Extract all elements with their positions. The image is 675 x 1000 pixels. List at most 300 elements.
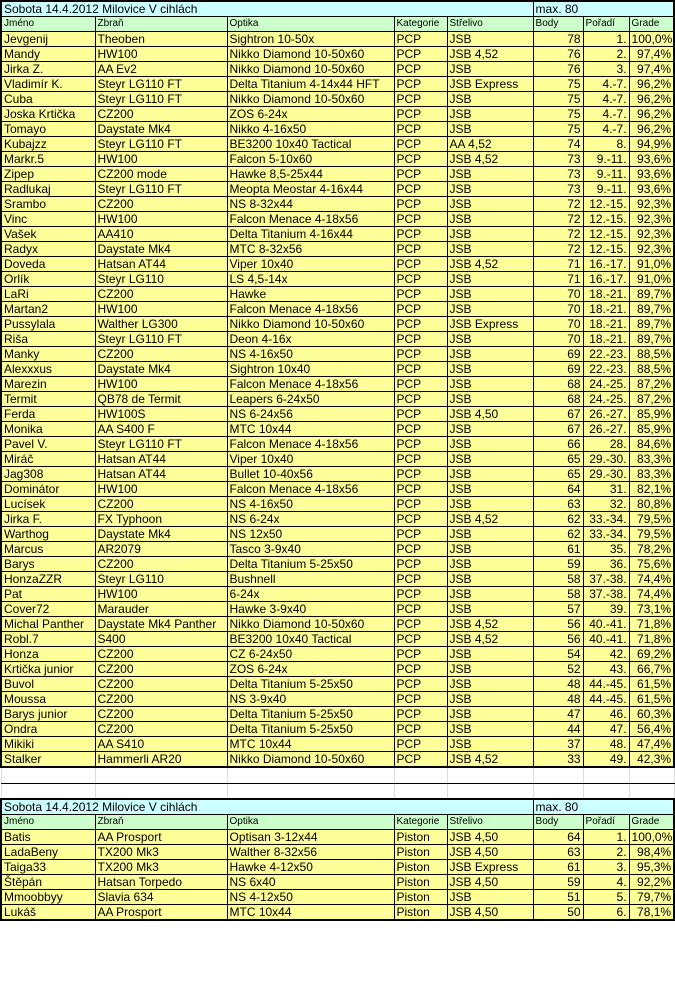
table-row <box>1 362 674 377</box>
table-cell: Piston <box>394 905 447 921</box>
table-cell: PCP <box>394 692 447 707</box>
spacer-cell <box>1 783 95 799</box>
table-cell: PCP <box>394 257 447 272</box>
table-cell: 75 <box>533 77 583 92</box>
spacer-cell <box>227 783 394 799</box>
table-cell: 37.-38. <box>583 587 629 602</box>
table-cell: PCP <box>394 182 447 197</box>
table-cell: PCP <box>394 167 447 182</box>
table-cell: 3. <box>583 860 629 875</box>
table-cell: PCP <box>394 152 447 167</box>
table-cell: Delta Titanium 5-25x50 <box>227 722 394 737</box>
table-cell: 22.-23. <box>583 347 629 362</box>
table-cell: Viper 10x40 <box>227 257 394 272</box>
table-cell: JSB Express <box>447 77 533 92</box>
table-row <box>1 905 674 921</box>
table-cell: CZ 6-24x50 <box>227 647 394 662</box>
table-row <box>1 647 674 662</box>
table-cell: Hatsan Torpedo <box>95 875 227 890</box>
table-cell: Hatsan AT44 <box>95 452 227 467</box>
table-cell: 66 <box>533 437 583 452</box>
table-cell: 56 <box>533 617 583 632</box>
table-cell: HW100 <box>95 482 227 497</box>
table-cell: 76 <box>533 62 583 77</box>
table-cell: PCP <box>394 737 447 752</box>
table-cell: JSB <box>447 347 533 362</box>
table-cell: 28. <box>583 437 629 452</box>
table-cell: 100,0% <box>629 32 674 47</box>
table-cell: 9.-11. <box>583 152 629 167</box>
table-cell: 83,3% <box>629 467 674 482</box>
table-cell: Termit <box>1 392 95 407</box>
table-cell: JSB <box>447 422 533 437</box>
table-cell: 12.-15. <box>583 242 629 257</box>
table-cell: PCP <box>394 242 447 257</box>
table-cell: CZ200 <box>95 647 227 662</box>
table-cell: Hawke 3-9x40 <box>227 602 394 617</box>
table-cell: BE3200 10x40 Tactical <box>227 632 394 647</box>
table-cell: Daystate Mk4 <box>95 362 227 377</box>
section-title: Sobota 14.4.2012 Milovice V cihlách <box>1 799 533 815</box>
table-row <box>1 47 674 62</box>
table-row <box>1 467 674 482</box>
table-cell: JSB <box>447 197 533 212</box>
table-cell: Daystate Mk4 <box>95 527 227 542</box>
table-cell: Pat <box>1 587 95 602</box>
table-cell: JSB 4,52 <box>447 632 533 647</box>
table-cell: JSB <box>447 527 533 542</box>
table-cell: Zipep <box>1 167 95 182</box>
table-cell: NS 6x40 <box>227 875 394 890</box>
table-row <box>1 122 674 137</box>
table-cell: JSB <box>447 557 533 572</box>
table-cell: 43. <box>583 662 629 677</box>
table-cell: Joska Krtička <box>1 107 95 122</box>
table-row <box>1 512 674 527</box>
table-cell: NS 4-12x50 <box>227 890 394 905</box>
table-cell: PCP <box>394 497 447 512</box>
table-cell: 96,2% <box>629 122 674 137</box>
table-cell: Riša <box>1 332 95 347</box>
table-cell: JSB <box>447 182 533 197</box>
table-cell: JSB 4,52 <box>447 257 533 272</box>
table-cell: Radyx <box>1 242 95 257</box>
spacer-cell <box>227 767 394 783</box>
table-cell: NS 12x50 <box>227 527 394 542</box>
table-cell: Slavia 634 <box>95 890 227 905</box>
table-cell: CZ200 <box>95 287 227 302</box>
table-cell: CZ200 <box>95 107 227 122</box>
table-cell: 6-24x <box>227 587 394 602</box>
table-cell: Jag308 <box>1 467 95 482</box>
table-cell: NS 4-16x50 <box>227 497 394 512</box>
table-cell: Falcon 5-10x60 <box>227 152 394 167</box>
table-cell: Jevgenij <box>1 32 95 47</box>
table-cell: 71 <box>533 272 583 287</box>
table-cell: 97,4% <box>629 62 674 77</box>
table-cell: Martan2 <box>1 302 95 317</box>
table-cell: 18.-21. <box>583 287 629 302</box>
table-cell: 97,4% <box>629 47 674 62</box>
table-cell: Daystate Mk4 <box>95 242 227 257</box>
table-cell: 73,1% <box>629 602 674 617</box>
table-cell: 59 <box>533 557 583 572</box>
table-cell: Falcon Menace 4-18x56 <box>227 302 394 317</box>
table-cell: JSB <box>447 272 533 287</box>
column-header: Pořadí <box>583 17 629 32</box>
table-cell: 65 <box>533 452 583 467</box>
table-cell: 73 <box>533 152 583 167</box>
column-header: Střelivo <box>447 815 533 830</box>
column-header: Střelivo <box>447 17 533 32</box>
table-cell: 62 <box>533 512 583 527</box>
table-cell: PCP <box>394 107 447 122</box>
table-cell: PCP <box>394 722 447 737</box>
table-cell: Michal Panther <box>1 617 95 632</box>
table-cell: 89,7% <box>629 287 674 302</box>
table-cell: 83,3% <box>629 452 674 467</box>
table-cell: Marezin <box>1 377 95 392</box>
table-cell: AA 4,52 <box>447 137 533 152</box>
table-row <box>1 332 674 347</box>
table-cell: Pussylala <box>1 317 95 332</box>
table-cell: Meopta Meostar 4-16x44 <box>227 182 394 197</box>
table-cell: PCP <box>394 527 447 542</box>
table-cell: AA410 <box>95 227 227 242</box>
table-cell: HW100S <box>95 407 227 422</box>
table-cell: LadaBeny <box>1 845 95 860</box>
table-cell: JSB <box>447 62 533 77</box>
table-cell: 44 <box>533 722 583 737</box>
table-cell: Steyr LG110 FT <box>95 437 227 452</box>
table-cell: Monika <box>1 422 95 437</box>
table-cell: 58 <box>533 572 583 587</box>
table-cell: PCP <box>394 422 447 437</box>
spacer-cell <box>629 767 674 783</box>
table-cell: 18.-21. <box>583 302 629 317</box>
table-cell: Mandy <box>1 47 95 62</box>
column-header: Pořadí <box>583 815 629 830</box>
table-cell: PCP <box>394 347 447 362</box>
section-title-row <box>1 1 674 17</box>
table-cell: 91,0% <box>629 257 674 272</box>
table-cell: Nikko Diamond 10-50x60 <box>227 317 394 332</box>
table-cell: JSB <box>447 122 533 137</box>
table-cell: 70 <box>533 302 583 317</box>
table-cell: Vašek <box>1 227 95 242</box>
table-cell: PCP <box>394 407 447 422</box>
table-cell: 75 <box>533 122 583 137</box>
table-cell: 79,5% <box>629 512 674 527</box>
table-cell: 69,2% <box>629 647 674 662</box>
table-cell: 73 <box>533 167 583 182</box>
table-row <box>1 407 674 422</box>
table-cell: PCP <box>394 647 447 662</box>
column-header: Body <box>533 815 583 830</box>
table-cell: 29.-30. <box>583 452 629 467</box>
table-cell: PCP <box>394 602 447 617</box>
table-cell: 96,2% <box>629 77 674 92</box>
table-cell: JSB <box>447 332 533 347</box>
table-cell: Optisan 3-12x44 <box>227 830 394 845</box>
table-cell: JSB <box>447 647 533 662</box>
table-cell: Mikiki <box>1 737 95 752</box>
table-row <box>1 542 674 557</box>
table-cell: PCP <box>394 752 447 768</box>
table-cell: PCP <box>394 362 447 377</box>
table-row <box>1 707 674 722</box>
table-cell: Buvol <box>1 677 95 692</box>
table-cell: JSB <box>447 497 533 512</box>
table-cell: LaRi <box>1 287 95 302</box>
table-cell: JSB <box>447 602 533 617</box>
table-row <box>1 617 674 632</box>
table-cell: PCP <box>394 707 447 722</box>
table-cell: 91,0% <box>629 272 674 287</box>
table-cell: 71 <box>533 257 583 272</box>
table-cell: 12.-15. <box>583 212 629 227</box>
table-cell: 69 <box>533 362 583 377</box>
column-header: Jméno <box>1 815 95 830</box>
table-cell: CZ200 <box>95 722 227 737</box>
table-cell: 92,3% <box>629 212 674 227</box>
table-cell: 47. <box>583 722 629 737</box>
table-cell: Steyr LG110 FT <box>95 77 227 92</box>
table-cell: 100,0% <box>629 830 674 845</box>
table-cell: FX Typhoon <box>95 512 227 527</box>
table-row <box>1 677 674 692</box>
table-cell: 9.-11. <box>583 167 629 182</box>
table-cell: 26.-27. <box>583 407 629 422</box>
table-cell: 16.-17. <box>583 272 629 287</box>
table-cell: Delta Titanium 5-25x50 <box>227 557 394 572</box>
column-header: Body <box>533 17 583 32</box>
table-cell: 85,9% <box>629 407 674 422</box>
table-cell: JSB <box>447 707 533 722</box>
table-cell: 4.-7. <box>583 92 629 107</box>
table-row <box>1 77 674 92</box>
table-cell: PCP <box>394 32 447 47</box>
table-cell: JSB <box>447 362 533 377</box>
column-header: Zbraň <box>95 17 227 32</box>
table-cell: JSB 4,50 <box>447 875 533 890</box>
table-cell: 88,5% <box>629 362 674 377</box>
table-cell: PCP <box>394 317 447 332</box>
table-cell: PCP <box>394 47 447 62</box>
table-cell: S400 <box>95 632 227 647</box>
table-cell: Markr.5 <box>1 152 95 167</box>
table-cell: 71,8% <box>629 632 674 647</box>
table-cell: CZ200 <box>95 677 227 692</box>
table-row <box>1 557 674 572</box>
table-cell: JSB <box>447 212 533 227</box>
table-cell: HW100 <box>95 587 227 602</box>
table-row <box>1 830 674 845</box>
table-cell: CZ200 <box>95 662 227 677</box>
table-cell: HW100 <box>95 47 227 62</box>
table-row <box>1 632 674 647</box>
table-cell: Falcon Menace 4-18x56 <box>227 482 394 497</box>
spacer-cell <box>394 783 447 799</box>
table-cell: 42. <box>583 647 629 662</box>
table-cell: 33 <box>533 752 583 768</box>
table-cell: 84,6% <box>629 437 674 452</box>
table-row <box>1 662 674 677</box>
table-cell: Nikko Diamond 10-50x60 <box>227 752 394 768</box>
table-cell: Bushnell <box>227 572 394 587</box>
table-cell: 68 <box>533 377 583 392</box>
table-cell: 70 <box>533 332 583 347</box>
table-cell: Barys junior <box>1 707 95 722</box>
section-title: Sobota 14.4.2012 Milovice V cihlách <box>1 1 533 17</box>
table-cell: 78,1% <box>629 905 674 921</box>
table-cell: Lucísek <box>1 497 95 512</box>
table-cell: PCP <box>394 542 447 557</box>
table-cell: JSB 4,52 <box>447 152 533 167</box>
table-cell: Orlík <box>1 272 95 287</box>
table-row <box>1 182 674 197</box>
table-cell: 87,2% <box>629 392 674 407</box>
table-cell: JSB <box>447 107 533 122</box>
table-cell: LS 4,5-14x <box>227 272 394 287</box>
table-cell: 40.-41. <box>583 632 629 647</box>
table-cell: Daystate Mk4 <box>95 122 227 137</box>
table-cell: 60,3% <box>629 707 674 722</box>
table-cell: Warthog <box>1 527 95 542</box>
table-cell: Nikko Diamond 10-50x60 <box>227 92 394 107</box>
table-cell: 37 <box>533 737 583 752</box>
column-header: Zbraň <box>95 815 227 830</box>
table-cell: JSB 4,50 <box>447 407 533 422</box>
table-cell: 72 <box>533 227 583 242</box>
table-cell: PCP <box>394 272 447 287</box>
table-cell: 58 <box>533 587 583 602</box>
table-cell: Hammerli AR20 <box>95 752 227 768</box>
table-cell: PCP <box>394 77 447 92</box>
table-row <box>1 587 674 602</box>
table-cell: 61 <box>533 860 583 875</box>
table-cell: 4. <box>583 875 629 890</box>
table-cell: Stalker <box>1 752 95 768</box>
table-cell: JSB <box>447 32 533 47</box>
table-cell: 8. <box>583 137 629 152</box>
table-cell: PCP <box>394 632 447 647</box>
table-cell: CZ200 <box>95 692 227 707</box>
table-cell: 72 <box>533 242 583 257</box>
table-cell: 96,2% <box>629 92 674 107</box>
table-cell: PCP <box>394 392 447 407</box>
table-cell: 59 <box>533 875 583 890</box>
table-cell: JSB <box>447 92 533 107</box>
table-cell: 95,3% <box>629 860 674 875</box>
table-cell: JSB <box>447 227 533 242</box>
table-cell: 26.-27. <box>583 422 629 437</box>
column-header: Kategorie <box>394 17 447 32</box>
table-cell: 82,1% <box>629 482 674 497</box>
table-cell: Ondra <box>1 722 95 737</box>
table-cell: PCP <box>394 227 447 242</box>
table-cell: Nikko Diamond 10-50x60 <box>227 617 394 632</box>
table-cell: Pavel V. <box>1 437 95 452</box>
table-row <box>1 737 674 752</box>
table-cell: AA Ev2 <box>95 62 227 77</box>
table-cell: 4.-7. <box>583 107 629 122</box>
table-cell: 46. <box>583 707 629 722</box>
table-row <box>1 197 674 212</box>
table-cell: JSB <box>447 890 533 905</box>
table-cell: 40.-41. <box>583 617 629 632</box>
table-cell: Sightron 10x40 <box>227 362 394 377</box>
table-row <box>1 317 674 332</box>
table-cell: 54 <box>533 647 583 662</box>
table-cell: Piston <box>394 830 447 845</box>
table-cell: Steyr LG110 <box>95 572 227 587</box>
table-cell: 51 <box>533 890 583 905</box>
table-cell: Steyr LG110 <box>95 272 227 287</box>
column-header: Optika <box>227 815 394 830</box>
table-cell: 64 <box>533 830 583 845</box>
table-cell: Delta Titanium 5-25x50 <box>227 677 394 692</box>
table-row <box>1 347 674 362</box>
table-cell: 93,6% <box>629 167 674 182</box>
table-cell: 88,5% <box>629 347 674 362</box>
table-cell: PCP <box>394 302 447 317</box>
table-cell: JSB <box>447 467 533 482</box>
table-cell: JSB <box>447 452 533 467</box>
table-cell: Barys <box>1 557 95 572</box>
table-cell: 31. <box>583 482 629 497</box>
table-cell: 33.-34. <box>583 512 629 527</box>
table-cell: CZ200 <box>95 497 227 512</box>
table-cell: JSB 4,52 <box>447 752 533 768</box>
table-cell: PCP <box>394 572 447 587</box>
table-cell: 64 <box>533 482 583 497</box>
table-cell: 3. <box>583 62 629 77</box>
table-cell: 52 <box>533 662 583 677</box>
table-cell: 89,7% <box>629 332 674 347</box>
table-cell: 69 <box>533 347 583 362</box>
table-cell: 57 <box>533 602 583 617</box>
table-row <box>1 845 674 860</box>
table-cell: 92,3% <box>629 197 674 212</box>
table-cell: JSB 4,50 <box>447 845 533 860</box>
table-cell: 44.-45. <box>583 677 629 692</box>
table-row <box>1 890 674 905</box>
max-points: max. 80 <box>533 1 674 17</box>
table-row <box>1 422 674 437</box>
table-cell: PCP <box>394 122 447 137</box>
table-cell: 2. <box>583 47 629 62</box>
table-cell: 80,8% <box>629 497 674 512</box>
table-row <box>1 302 674 317</box>
table-cell: 92,2% <box>629 875 674 890</box>
table-cell: ZOS 6-24x <box>227 662 394 677</box>
table-cell: HW100 <box>95 152 227 167</box>
table-cell: JSB 4,52 <box>447 617 533 632</box>
table-cell: 39. <box>583 602 629 617</box>
table-cell: JSB <box>447 287 533 302</box>
table-cell: Srambo <box>1 197 95 212</box>
table-cell: JSB <box>447 377 533 392</box>
table-cell: PCP <box>394 482 447 497</box>
table-cell: JSB <box>447 542 533 557</box>
table-cell: Daystate Mk4 Panther <box>95 617 227 632</box>
table-cell: Nikko Diamond 10-50x60 <box>227 47 394 62</box>
table-cell: 48. <box>583 737 629 752</box>
table-cell: NS 6-24x <box>227 512 394 527</box>
table-cell: 98,4% <box>629 845 674 860</box>
table-cell: PCP <box>394 212 447 227</box>
